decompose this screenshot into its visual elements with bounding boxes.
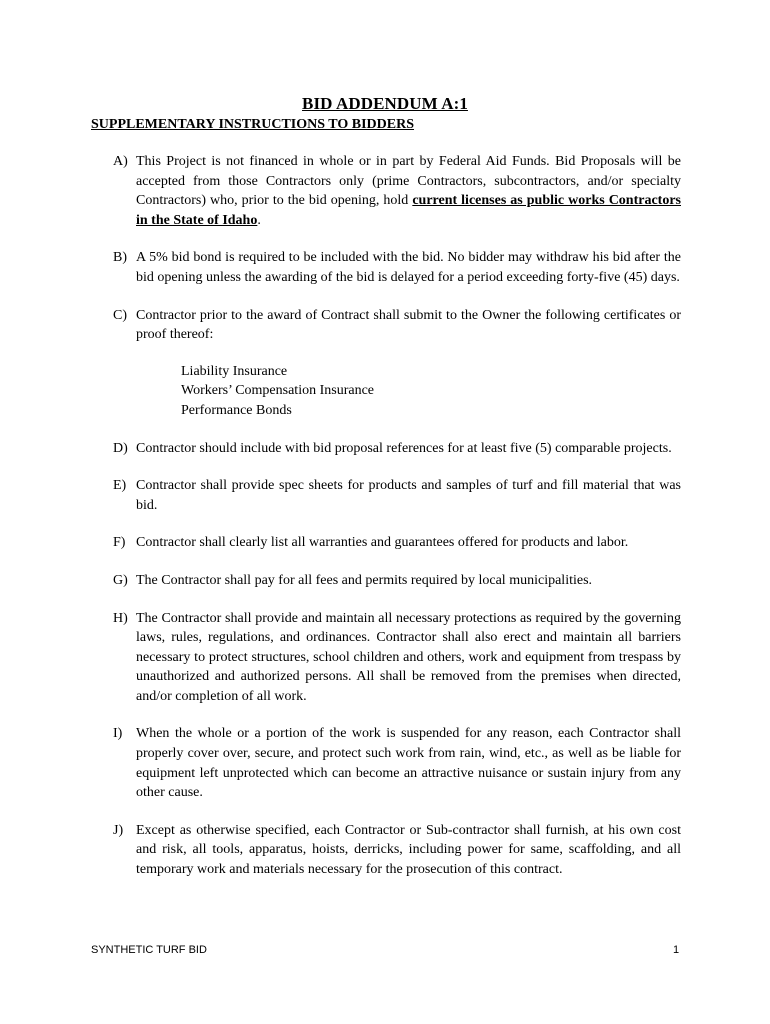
item-marker: A) [113,154,128,169]
list-item-c [113,306,681,421]
certificate-item: Performance Bonds [181,402,292,418]
list-item-h [113,609,681,707]
list-item-b [113,248,681,287]
item-text-tail: . [257,212,261,228]
list-item-j [113,821,681,880]
item-marker: C) [113,307,127,323]
item-text: Contractor shall clearly list all warranties and guarantees offered for products and labor. [136,535,629,551]
page-number: 1 [673,944,680,956]
list-item-e [113,476,681,515]
item-text: The Contractor shall pay for all fees and permits required by local municipalities. [136,572,593,588]
item-text: The Contractor shall provide and maintain all necessary protections as required by the governing laws, rules, regulations, and ordinances. Contractor shall also erect and maintain all barriers necessary to protect structures, school children and others, work and equipment from trespass by unauthorized and authorized persons. All shall be removed from the premises when directed, and/or completion of all work. [136,610,681,704]
instruction-list [113,152,681,898]
item-marker: B) [113,250,127,266]
item-marker: H) [113,610,128,626]
item-marker: J) [113,822,124,838]
section-subtitle: SUPPLEMENTARY INSTRUCTIONS TO BIDDERS [91,117,415,132]
item-text: When the whole or a portion of the work is suspended for any reason, each Contractor shall properly cover over, secure, and protect such work from rain, wind, etc., as well as be liable for equipment left unprotected which can become an attractive nuisance or sustain injury from any other cause. [136,726,681,801]
certificate-list [181,362,681,421]
list-item-d [113,439,681,459]
page-title: BID ADDENDUM A:1 [302,94,468,113]
list-item-a [113,152,681,230]
item-marker: I) [113,726,123,742]
certificate-item: Liability Insurance [181,363,288,379]
item-text: Contractor prior to the award of Contract shall submit to the Owner the following certificates or proof thereof: [136,307,681,343]
list-item-i [113,724,681,802]
item-marker: E) [113,478,127,494]
item-marker: G) [113,572,128,588]
certificate-item: Workers’ Compensation Insurance [181,383,374,399]
footer-document-title: SYNTHETIC TURF BID [91,944,207,956]
item-marker: D) [113,440,128,456]
item-text: Except as otherwise specified, each Contractor or Sub-contractor shall furnish, at his own cost and risk, all tools, apparatus, hoists, derricks, including power for same, scaffolding, and all temporary work and materials necessary for the prosecution of this contract. [136,822,681,878]
list-item-g [113,571,681,591]
item-text: Contractor should include with bid proposal references for at least five (5) comparable projects. [136,440,672,456]
item-text: Contractor shall provide spec sheets for products and samples of turf and fill material that was bid. [136,478,681,513]
item-marker: F) [113,535,126,551]
list-item-f [113,533,681,553]
license-requirement-emphasis: current licenses as public works Contractors in the State of Idaho [136,193,681,228]
item-text: This Project is not financed in whole or in part by Federal Aid Funds. Bid Proposals will be accepted from those Contractors only (prime Contractors, subcontractors, and/or specialty Contractors) who, prior to the bid opening, hold [136,154,681,209]
item-text: A 5% bid bond is required to be included with the bid. No bidder may withdraw his bid after the bid opening unless the awarding of the bid is delayed for a period exceeding forty-five (45) days. [136,250,681,285]
